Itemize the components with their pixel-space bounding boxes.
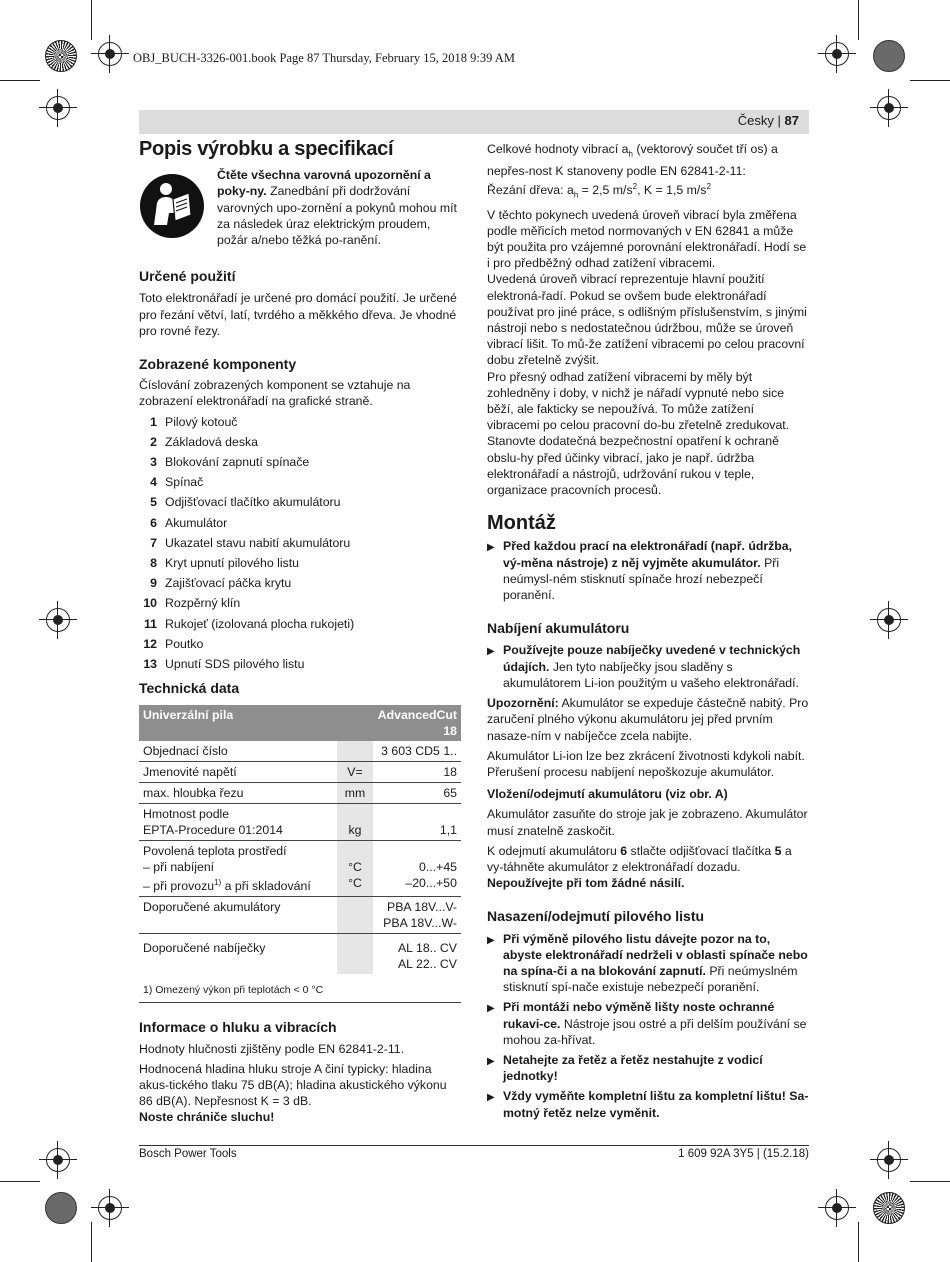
charging-p2: Akumulátor Li-ion lze bez zkrácení životnosti kdykoli nabít. Přerušení procesu nabíjení nepoškozuje akumulátor. [487, 748, 805, 779]
footer-right: 1 609 92A 3Y5 | (15.2.18) [678, 1148, 809, 1160]
list-item [139, 432, 462, 452]
registration-mark [825, 1196, 849, 1220]
list-item [139, 452, 462, 472]
list-item-label: Poutko [165, 636, 204, 651]
tech-data-heading: Technická data [139, 680, 240, 697]
list-item [139, 654, 462, 674]
list-item-label: Rukojeť (izolovaná plocha rukojeti) [165, 616, 355, 631]
list-item [139, 492, 462, 512]
list-item-number: 11 [144, 616, 157, 631]
list-item-label: Odjišťovací tlačítko akumulátoru [165, 495, 341, 510]
warning-block [139, 167, 462, 248]
charging-heading: Nabíjení akumulátoru [487, 620, 630, 637]
warning-text: Čtěte všechna varovná upozornění a poky-ny. Zanedbání při dodržování varovných upo-zornění a pokynů mohou mít za následek úraz elektrickým proudem, požár a/nebo těžká po-ranění. [217, 168, 457, 248]
footer-rule [139, 1145, 809, 1146]
vibration-p2: Uvedená úroveň vibrací reprezentuje hlavní použití elektroná-řadí. Pokud se ovšem bude elektronářadí používat pro jiné práce, s odlišným příslušenstvím, s jinými nástroji nebo s nedostatečnou údržbou, může se úroveň vibrací lišit. To mů-že zatížení vibracemi po celou pracovní dobu zřetelně zvýšit. [487, 272, 807, 368]
noise-p2: Hodnocená hladina hluku stroje A činí typicky: hladina akus-tického tlaku 75 dB(A); hladina akustického výkonu 86 dB(A). Nepřesnost K = 3 dB. [139, 1061, 447, 1109]
insert-heading: Vložení/odejmutí akumulátoru (viz obr. A) [487, 787, 728, 802]
safety-bullet: ▶ Netahejte za řetěz a řetěz nestahujte z vodicí jednotky! [487, 1052, 763, 1084]
table-header-model: AdvancedCut 18 [373, 705, 461, 741]
page-number: 87 [784, 113, 799, 128]
blade-heading: Nasazení/odejmutí pilového listu [487, 908, 705, 925]
file-info: OBJ_BUCH-3326-001.book Page 87 Thursday, February 15, 2018 9:39 AM [133, 51, 515, 65]
safety-bullet: ▶ Při montáži nebo výměně lišty noste ochranné rukavi-ce. Nástroje jsou ostré a při delším používání se mohou za-hřívat. [487, 1000, 807, 1047]
list-item-label: Spínač [165, 475, 204, 490]
bullet-triangle-icon: ▶ [487, 542, 495, 554]
table-row: Hmotnost podle EPTA-Procedure 01:2014 kg 1,1 [139, 804, 461, 841]
list-item-number: 12 [143, 636, 157, 651]
table-header-product: Univerzální pila [139, 705, 373, 741]
list-item [139, 513, 462, 533]
noise-p3: Noste chrániče sluchu! [139, 1110, 275, 1125]
header-band [139, 110, 809, 134]
safety-bullet: ▶ Vždy vyměňte kompletní lištu za kompletní lištu! Sa-motný řetěz nelze vyměnit. [487, 1089, 809, 1120]
list-item-label: Kryt upnutí pilového listu [165, 555, 299, 570]
starburst-mark [873, 1192, 905, 1224]
safety-bullet: ▶ Používejte pouze nabíječky uvedené v technických údajích. Jen tyto nabíječky jsou sladěny s akumulátorem Li-ion použitým u vašeho elektronářadí. [487, 643, 801, 690]
list-item-number: 2 [150, 434, 157, 449]
components-heading: Zobrazené komponenty [139, 356, 297, 373]
registration-mark [46, 1148, 70, 1172]
insert-p2: K odejmutí akumulátoru 6 stlačte odjišťovací tlačítka 5 a vy-táhněte akumulátor z elektronářadí dozadu. Nepoužívejte při tom žádné násilí. [487, 843, 792, 891]
crop-mark [910, 80, 950, 81]
right-column [487, 141, 810, 1121]
registration-mark [98, 1196, 122, 1220]
crop-mark [0, 80, 40, 81]
list-item-label: Pilový kotouč [165, 414, 238, 429]
charging-note: Upozornění: Akumulátor se expeduje částečně nabitý. Pro zaručení plného výkonu akumulátoru jej před prvním nasaze-ním v nabíječce zcela nabijte. [487, 696, 809, 743]
noise-p1: Hodnoty hlučnosti zjištěny podle EN 62841-2-11. [139, 1041, 404, 1056]
tech-data-table [139, 705, 461, 1003]
list-item-number: 6 [150, 515, 157, 530]
vibration-p4: Stanovte dodatečná bezpečnostní opatření k ochraně obslu-hy před účinky vibrací, jako je např. údržba elektronářadí a nástrojů, udržování rukou v teple, organizace pracovních procesů. [487, 434, 779, 498]
table-header-row [139, 705, 461, 741]
list-item-label: Ukazatel stavu nabití akumulátoru [165, 535, 351, 550]
table-row: max. hloubka řezu mm 65 [139, 783, 461, 804]
list-item-number: 7 [150, 535, 157, 550]
list-item-label: Zajišťovací páčka krytu [165, 576, 292, 591]
crop-mark [858, 0, 859, 40]
registration-mark [98, 42, 122, 66]
list-item-label: Základová deska [165, 434, 258, 449]
safety-bullet: ▶ Při výměně pilového listu dávejte pozor na to, abyste elektronářadí nedrželi v oblasti spínače nebo na spína-či a na blokování zapnutí. Při neúmyslném stisknutí spí-nače existuje nebezpečí poranění. [487, 931, 808, 995]
bullet-triangle-icon: ▶ [487, 934, 495, 946]
footer-left: Bosch Power Tools [139, 1148, 237, 1160]
crop-mark [91, 1222, 92, 1262]
table-footnote: 1) Omezený výkon při teplotách < 0 °C [139, 974, 461, 1003]
list-item-number: 4 [150, 475, 157, 490]
insert-p1: Akumulátor zasuňte do stroje jak je zobrazeno. Akumulátor musí znatelně zaskočit. [487, 807, 808, 838]
list-item-label: Akumulátor [165, 515, 228, 530]
safety-bullet: ▶ Před každou prací na elektronářadí (např. údržba, vý-měna nástroje) z něj vyjměte akumulátor. Při neúmysl-ném stisknutí spínače hrozí nebezpečí poranění. [487, 539, 793, 603]
vibration-p1: V těchto pokynech uvedená úroveň vibrací byla změřena podle měřicích metod normovaných v EN 62841 a může být použita pro vzájemné porovnání elektronářadí. Hodí se i pro předběžný odhad zatížení vibracemi. [487, 207, 807, 271]
crop-mark [0, 1181, 40, 1182]
registration-mark [877, 608, 901, 632]
bullet-triangle-icon: ▶ [487, 1092, 495, 1104]
list-item-label: Blokování zapnutí spínače [165, 455, 310, 469]
table-row: Doporučené akumulátory PBA 18V...V- PBA 18V...W- [139, 897, 461, 934]
table-footnote-row [139, 974, 461, 1003]
list-item [139, 573, 462, 593]
registration-mark [877, 1148, 901, 1172]
list-item-label: Upnutí SDS pilového listu [165, 656, 305, 671]
table-row: Doporučené nabíječky AL 18.. CV AL 22.. CV [139, 934, 461, 975]
vibration-values: Řezání dřeva: $a_h = 2,5$ $m/s^2$, K = 1,5 $m/s^2$ [487, 181, 711, 200]
list-item-number: 10 [143, 596, 157, 611]
registration-mark [46, 96, 70, 120]
intended-use-heading: Určené použití [139, 268, 236, 285]
list-item-number: 9 [150, 576, 157, 591]
registration-mark [877, 96, 901, 120]
starburst-mark [45, 40, 77, 72]
vibration-intro: Celkové hodnoty vibrací $a_h$ (vektorový součet tří os) a nepřes-nost K stanoveny podle EN 62841-2-11: [487, 142, 778, 178]
language-label: Česky [737, 113, 774, 128]
read-manual-icon [139, 167, 217, 248]
list-item [139, 634, 462, 654]
table-row: Objednací číslo 3 603 CD5 1.. [139, 741, 461, 762]
components-list [139, 412, 462, 674]
list-item [139, 533, 462, 553]
table-row: Jmenovité napětí V= 18 [139, 762, 461, 783]
gray-circle-mark [45, 1192, 77, 1224]
list-item [139, 412, 462, 432]
list-item [139, 614, 462, 634]
list-item-number: 5 [150, 495, 157, 510]
bullet-triangle-icon: ▶ [487, 646, 495, 658]
crop-mark [858, 1222, 859, 1262]
left-column [139, 138, 462, 1126]
page-title: Popis výrobku a specifikací [139, 138, 394, 160]
list-item [139, 593, 462, 613]
noise-heading: Informace o hluku a vibracích [139, 1019, 337, 1036]
list-item-label: Rozpěrný klín [165, 596, 241, 611]
vibration-p3: Pro přesný odhad zatížení vibracemi by měly být zohledněny i doby, v nichž je nářadí vypnuté nebo sice běží, ale fakticky se nepoužívá. To může zatížení vibracemi po celou pracovní do-bu zřetelně zredukovat. [487, 369, 790, 433]
page-reference: Česky | 87 [737, 113, 799, 128]
assembly-heading: Montáž [487, 512, 556, 535]
registration-mark [46, 608, 70, 632]
gray-circle-mark [873, 40, 905, 72]
bullet-triangle-icon: ▶ [487, 1003, 495, 1015]
crop-mark [91, 0, 92, 40]
list-item [139, 472, 462, 492]
list-item-number: 8 [150, 555, 157, 570]
list-item-number: 13 [143, 656, 157, 671]
list-item-number: 3 [150, 455, 157, 469]
intended-use-text: Toto elektronářadí je určené pro domácí použití. Je určené pro řezání větví, latí, tvrdého a měkkého dřeva. Je vhodné pro rovné řezy. [139, 291, 457, 338]
table-row: Povolená teplota prostředí – při nabíjení – při provozu$^{1)}$ a při skladování °C °C 0...+45 –20...+50 [139, 841, 461, 897]
components-intro: Číslování zobrazených komponent se vztahuje na zobrazení elektronářadí na grafické straně. [139, 378, 411, 409]
registration-mark [825, 42, 849, 66]
bullet-triangle-icon: ▶ [487, 1055, 495, 1067]
list-item [139, 553, 462, 573]
crop-mark [910, 1181, 950, 1182]
list-item-number: 1 [150, 414, 157, 429]
